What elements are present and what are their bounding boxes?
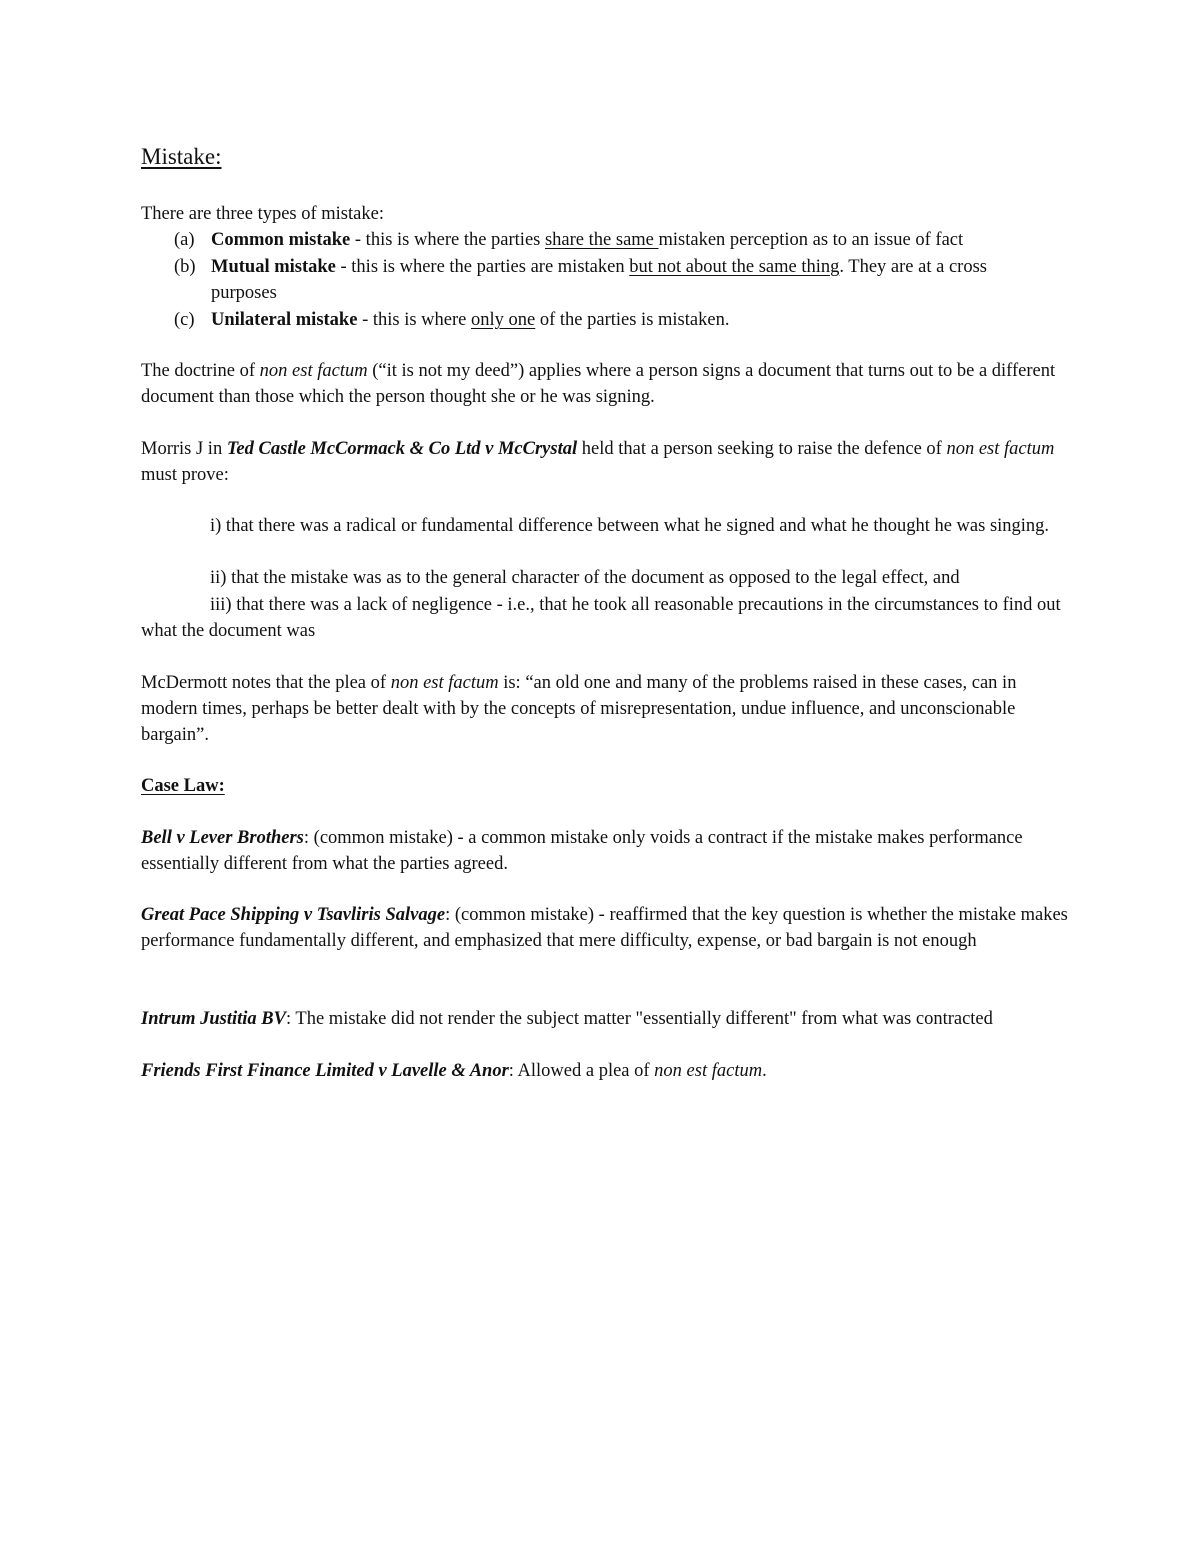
requirement-item: ii) that the mistake was as to the general character of the document as opposed to the legal effect, and [210, 568, 960, 588]
doctrine-paragraph: The doctrine of non est factum (“it is not my deed”) applies where a person signs a document that turns out to be a different document than those which the person thought she or he was signing. [141, 361, 1056, 407]
term-unilateral-mistake: Unilateral mistake [211, 310, 358, 330]
list-item-text: Unilateral mistake - this is where only one of the parties is mistaken. [211, 310, 730, 330]
case-name: Bell v Lever Brothers [141, 828, 304, 848]
case-entry: Great Pace Shipping v Tsavliris Salvage: (common mistake) - reaffirmed that the key question is whether the mistake makes performance fundamentally different, and emphasized that mere difficulty, expense, or bad bargain is not enough [141, 905, 1068, 951]
latin-term: non est factum [946, 439, 1055, 459]
underlined-phrase: share the same [544, 230, 659, 250]
intro-paragraph: There are three types of mistake: [141, 204, 384, 224]
case-entry: Friends First Finance Limited v Lavelle & Anor: Allowed a plea of non est factum. [141, 1061, 767, 1081]
list-marker: (b) [174, 257, 196, 277]
case-name: Intrum Justitia BV [141, 1009, 286, 1029]
case-entry: Bell v Lever Brothers: (common mistake) - a common mistake only voids a contract if the mistake makes performance essentially different from what the parties agreed. [141, 828, 1023, 874]
latin-term: non est factum [259, 361, 368, 381]
list-item-text: Mutual mistake - this is where the parties are mistaken but not about the same thing. They are at a cross purposes [211, 257, 987, 303]
case-name: Friends First Finance Limited v Lavelle & Anor [141, 1061, 509, 1081]
requirement-item: iii) that there was a lack of negligence - i.e., that he took all reasonable precautions in the circumstances to find out what the document was [141, 595, 1061, 641]
underlined-phrase: but not about the same thing [629, 257, 840, 277]
case-name: Great Pace Shipping v Tsavliris Salvage [141, 905, 446, 925]
latin-term: non est factum [654, 1061, 763, 1081]
list-item-text: Common mistake - this is where the parties share the same mistaken perception as to an issue of fact [211, 230, 964, 250]
case-entry: Intrum Justitia BV: The mistake did not render the subject matter "essentially different" from what was contracted [141, 1009, 993, 1029]
requirement-item: i) that there was a radical or fundamental difference between what he signed and what he thought he was singing. [210, 516, 1050, 536]
case-law-heading: Case Law: [141, 776, 225, 796]
term-common-mistake: Common mistake [211, 230, 351, 250]
morris-paragraph: Morris J in Ted Castle McCormack & Co Ltd v McCrystal held that a person seeking to raise the defence of non est factum must prove: [141, 439, 1055, 485]
mcdermott-paragraph: McDermott notes that the plea of non est factum is: “an old one and many of the problems raised in these cases, can in modern times, perhaps be better dealt with by the concepts of misrepresentation, undue influence, and unconscionable bargain”. [141, 673, 1017, 745]
underlined-phrase: only one [471, 310, 536, 330]
case-name: Ted Castle McCormack & Co Ltd v McCrystal [226, 439, 578, 459]
list-marker: (a) [174, 230, 195, 250]
list-marker: (c) [174, 310, 195, 330]
page-title: Mistake: [141, 144, 222, 169]
term-mutual-mistake: Mutual mistake [211, 257, 336, 277]
latin-term: non est factum [390, 673, 499, 693]
